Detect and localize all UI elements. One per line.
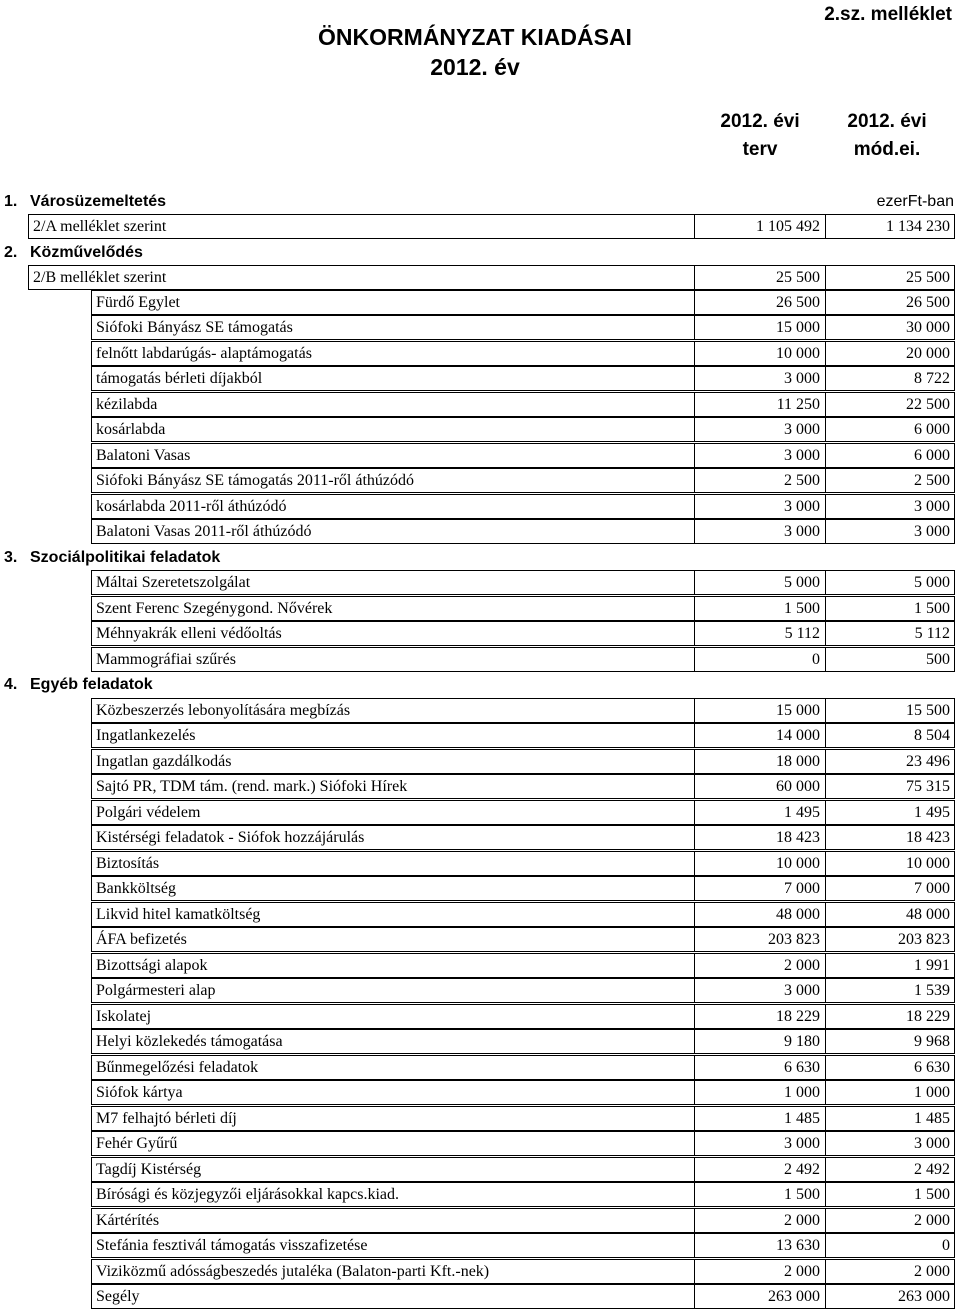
row-label: kosárlabda 2011-ről áthúzódó (91, 494, 694, 519)
plan-value: 25 500 (694, 265, 825, 290)
row-label: Kistérségi feladatok - Siófok hozzájárulás (91, 825, 694, 850)
column-header-modified-line1: 2012. évi (847, 111, 927, 132)
modified-value: 2 000 (825, 1208, 955, 1233)
row-label: Iskolatej (91, 1004, 694, 1029)
plan-value: 60 000 (694, 774, 825, 799)
plan-value: 1 500 (694, 1182, 825, 1207)
row-label: Mammográfiai szűrés (91, 647, 694, 672)
modified-value: 203 823 (825, 927, 955, 952)
plan-value: 6 630 (694, 1055, 825, 1080)
row-label: Szent Ferenc Szegénygond. Nővérek (91, 596, 694, 621)
plan-value: 10 000 (694, 341, 825, 366)
modified-value: 1 991 (825, 953, 955, 978)
column-header-plan (695, 108, 825, 164)
row-label: Bűnmegelőzési feladatok (91, 1055, 694, 1080)
modified-value: 10 000 (825, 851, 955, 876)
modified-value: 2 500 (825, 468, 955, 493)
modified-value: 1 500 (825, 596, 955, 621)
section-title: Városüzemeltetés (30, 193, 167, 210)
modified-value: 2 000 (825, 1259, 955, 1284)
row-label: Stefánia fesztivál támogatás visszafizetése (91, 1233, 694, 1258)
row-label: kosárlabda (91, 417, 694, 442)
modified-value: 500 (825, 647, 955, 672)
section-number: 1. (4, 193, 18, 210)
row-label: Fürdő Egylet (91, 290, 694, 315)
plan-value: 3 000 (694, 417, 825, 442)
plan-value: 1 105 492 (694, 214, 825, 239)
row-label: Máltai Szeretetszolgálat (91, 570, 694, 595)
modified-value: 1 495 (825, 800, 955, 825)
modified-value: 75 315 (825, 774, 955, 799)
modified-value: 2 492 (825, 1157, 955, 1182)
plan-value: 1 495 (694, 800, 825, 825)
row-label: Közbeszerzés lebonyolítására megbízás (91, 698, 694, 723)
annex-label: 2.sz. melléklet (824, 4, 952, 25)
page-title: ÖNKORMÁNYZAT KIADÁSAI (318, 24, 632, 50)
row-label: 2/B melléklet szerint (28, 265, 694, 290)
modified-value: 3 000 (825, 1131, 955, 1156)
modified-value: 5 000 (825, 570, 955, 595)
modified-value: 263 000 (825, 1284, 955, 1309)
row-label: Polgármesteri alap (91, 978, 694, 1003)
row-label: Balatoni Vasas (91, 443, 694, 468)
modified-value: 26 500 (825, 290, 955, 315)
plan-value: 2 000 (694, 953, 825, 978)
row-label: támogatás bérleti díjakból (91, 366, 694, 391)
plan-value: 18 229 (694, 1004, 825, 1029)
column-header-plan-line2: terv (742, 139, 778, 160)
column-header-modified (822, 108, 952, 164)
modified-value: 7 000 (825, 876, 955, 901)
plan-value: 3 000 (694, 443, 825, 468)
row-label: Fehér Gyűrű (91, 1131, 694, 1156)
modified-value: 8 722 (825, 366, 955, 391)
plan-value: 18 000 (694, 749, 825, 774)
page-subtitle-year: 2012. év (430, 54, 520, 80)
modified-value: 20 000 (825, 341, 955, 366)
row-label: Kártérítés (91, 1208, 694, 1233)
row-label: Siófoki Bányász SE támogatás 2011-ről áthúzódó (91, 468, 694, 493)
plan-value: 1 500 (694, 596, 825, 621)
modified-value: 23 496 (825, 749, 955, 774)
row-label: Balatoni Vasas 2011-ről áthúzódó (91, 519, 694, 544)
row-label: Helyi közlekedés támogatása (91, 1029, 694, 1054)
plan-value: 3 000 (694, 1131, 825, 1156)
row-label: Likvid hitel kamatköltség (91, 902, 694, 927)
modified-value: 5 112 (825, 621, 955, 646)
plan-value: 2 500 (694, 468, 825, 493)
plan-value: 26 500 (694, 290, 825, 315)
plan-value: 2 000 (694, 1208, 825, 1233)
section-title: Közművelődés (30, 244, 143, 261)
plan-value: 18 423 (694, 825, 825, 850)
plan-value: 1 485 (694, 1106, 825, 1131)
plan-value: 10 000 (694, 851, 825, 876)
plan-value: 1 000 (694, 1080, 825, 1105)
modified-value: 6 000 (825, 417, 955, 442)
modified-value: 1 134 230 (825, 214, 955, 239)
row-label: Bankköltség (91, 876, 694, 901)
modified-value: 3 000 (825, 519, 955, 544)
plan-value: 3 000 (694, 978, 825, 1003)
modified-value: 30 000 (825, 315, 955, 340)
modified-value: 1 485 (825, 1106, 955, 1131)
plan-value: 14 000 (694, 723, 825, 748)
row-label: Bírósági és közjegyzői eljárásokkal kapcs.kiad. (91, 1182, 694, 1207)
modified-value: 9 968 (825, 1029, 955, 1054)
plan-value: 15 000 (694, 698, 825, 723)
plan-value: 3 000 (694, 519, 825, 544)
row-label: Segély (91, 1284, 694, 1309)
column-header-modified-line2: mód.ei. (853, 139, 921, 160)
modified-value: 18 423 (825, 825, 955, 850)
row-label: Siófoki Bányász SE támogatás (91, 315, 694, 340)
plan-value: 2 000 (694, 1259, 825, 1284)
section-number: 3. (4, 549, 18, 566)
modified-value: 22 500 (825, 392, 955, 417)
row-label: 2/A melléklet szerint (28, 214, 694, 239)
row-label: Biztosítás (91, 851, 694, 876)
row-label: Ingatlan gazdálkodás (91, 749, 694, 774)
row-label: Siófok kártya (91, 1080, 694, 1105)
plan-value: 5 000 (694, 570, 825, 595)
modified-value: 15 500 (825, 698, 955, 723)
row-label: kézilabda (91, 392, 694, 417)
row-label: felnőtt labdarúgás- alaptámogatás (91, 341, 694, 366)
row-label: Viziközmű adósságbeszedés jutaléka (Balaton-parti Kft.-nek) (91, 1259, 694, 1284)
plan-value: 0 (694, 647, 825, 672)
plan-value: 48 000 (694, 902, 825, 927)
modified-value: 1 539 (825, 978, 955, 1003)
plan-value: 263 000 (694, 1284, 825, 1309)
modified-value: 1 000 (825, 1080, 955, 1105)
modified-value: 48 000 (825, 902, 955, 927)
plan-value: 7 000 (694, 876, 825, 901)
row-label: Tagdíj Kistérség (91, 1157, 694, 1182)
unit-label: ezerFt-ban (876, 193, 954, 210)
modified-value: 0 (825, 1233, 955, 1258)
modified-value: 8 504 (825, 723, 955, 748)
section-number: 4. (4, 676, 18, 693)
plan-value: 11 250 (694, 392, 825, 417)
modified-value: 6 000 (825, 443, 955, 468)
modified-value: 18 229 (825, 1004, 955, 1029)
section-number: 2. (4, 244, 18, 261)
plan-value: 5 112 (694, 621, 825, 646)
plan-value: 2 492 (694, 1157, 825, 1182)
row-label: Polgári védelem (91, 800, 694, 825)
plan-value: 9 180 (694, 1029, 825, 1054)
row-label: Méhnyakrák elleni védőoltás (91, 621, 694, 646)
row-label: Sajtó PR, TDM tám. (rend. mark.) Siófoki Hírek (91, 774, 694, 799)
plan-value: 13 630 (694, 1233, 825, 1258)
modified-value: 6 630 (825, 1055, 955, 1080)
row-label: M7 felhajtó bérleti díj (91, 1106, 694, 1131)
plan-value: 15 000 (694, 315, 825, 340)
column-header-plan-line1: 2012. évi (720, 111, 800, 132)
row-label: Bizottsági alapok (91, 953, 694, 978)
modified-value: 3 000 (825, 494, 955, 519)
modified-value: 1 500 (825, 1182, 955, 1207)
plan-value: 3 000 (694, 366, 825, 391)
plan-value: 3 000 (694, 494, 825, 519)
modified-value: 25 500 (825, 265, 955, 290)
section-title: Szociálpolitikai feladatok (30, 549, 221, 566)
plan-value: 203 823 (694, 927, 825, 952)
row-label: Ingatlankezelés (91, 723, 694, 748)
section-title: Egyéb feladatok (30, 676, 153, 693)
row-label: ÁFA befizetés (91, 927, 694, 952)
